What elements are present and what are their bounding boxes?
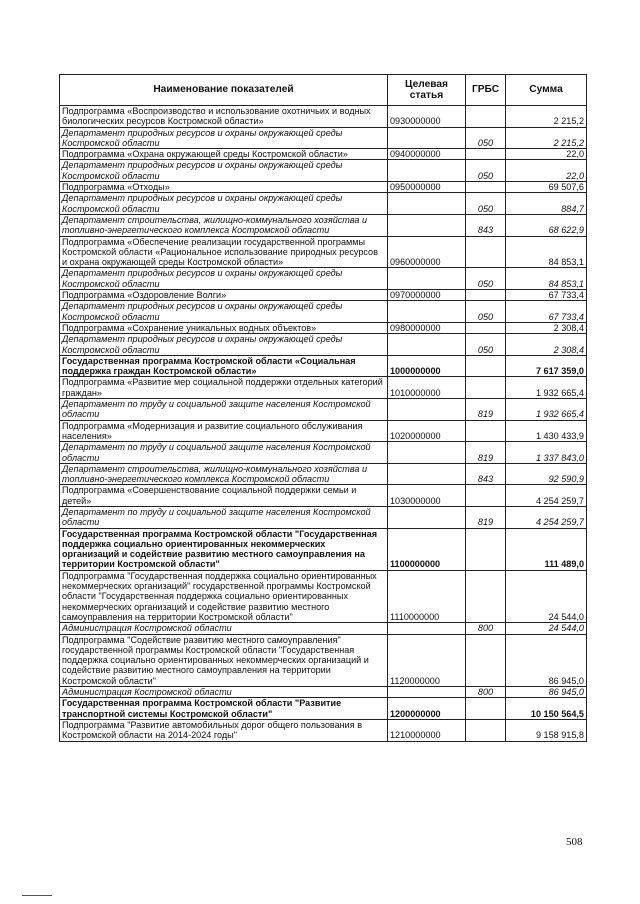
- header-name: Наименование показателей: [60, 75, 388, 106]
- cell-sum: 84 853,1: [506, 268, 587, 290]
- cell-code: 1030000000: [388, 485, 466, 507]
- table-row: [60, 420, 587, 442]
- cell-code: [388, 506, 466, 528]
- cell-sum: 69 507,6: [506, 182, 587, 193]
- cell-sum: 10 150 564,5: [506, 698, 587, 720]
- table-row: [60, 687, 587, 698]
- cell-grbs: [466, 719, 506, 741]
- cell-name: Департамент природных ресурсов и охраны окружающей среды Костромской области: [60, 193, 388, 215]
- cell-name: Подпрограмма «Сохранение уникальных водных объектов»: [60, 322, 388, 333]
- cell-code: [388, 463, 466, 485]
- cell-sum: 24 544,0: [506, 570, 587, 622]
- cell-grbs: 843: [466, 214, 506, 236]
- table-row: [60, 698, 587, 720]
- cell-sum: 2 308,4: [506, 322, 587, 333]
- table-row: [60, 377, 587, 399]
- cell-name: Департамент природных ресурсов и охраны окружающей среды Костромской области: [60, 301, 388, 323]
- table-row: [60, 399, 587, 421]
- cell-code: 0960000000: [388, 236, 466, 268]
- cell-name: Департамент по труду и социальной защите населения Костромской области: [60, 399, 388, 421]
- cell-code: [388, 214, 466, 236]
- cell-sum: 24 544,0: [506, 623, 587, 634]
- header-grbs: ГРБС: [466, 75, 506, 106]
- cell-name: Государственная программа Костромской области «Социальная поддержка граждан Костромской области»: [60, 355, 388, 377]
- cell-sum: 4 254 259,7: [506, 506, 587, 528]
- cell-grbs: [466, 698, 506, 720]
- cell-sum: 4 254 259,7: [506, 485, 587, 507]
- cell-sum: 2 215,2: [506, 106, 587, 128]
- cell-code: 1120000000: [388, 634, 466, 686]
- cell-sum: 111 489,0: [506, 528, 587, 570]
- cell-grbs: [466, 106, 506, 128]
- cell-sum: 1 932 665,4: [506, 399, 587, 421]
- cell-name: Подпрограмма «Отходы»: [60, 182, 388, 193]
- table-body: [60, 106, 587, 742]
- cell-grbs: [466, 420, 506, 442]
- cell-code: 1020000000: [388, 420, 466, 442]
- cell-code: 1200000000: [388, 698, 466, 720]
- cell-sum: 22,0: [506, 149, 587, 160]
- cell-sum: 92 590,9: [506, 463, 587, 485]
- table-row: [60, 623, 587, 634]
- cell-grbs: 800: [466, 623, 506, 634]
- cell-sum: 84 853,1: [506, 236, 587, 268]
- cell-code: [388, 268, 466, 290]
- cell-code: [388, 399, 466, 421]
- cell-sum: 67 733,4: [506, 301, 587, 323]
- table-row: [60, 634, 587, 686]
- cell-name: Подпрограмма «Оздоровление Волги»: [60, 290, 388, 301]
- cell-code: [388, 127, 466, 149]
- cell-sum: 1 337 843,0: [506, 442, 587, 464]
- cell-code: [388, 687, 466, 698]
- table-row: [60, 528, 587, 570]
- cell-name: Департамент строительства, жилищно-коммунального хозяйства и топливно-энергетического комплекса Костромской области: [60, 214, 388, 236]
- cell-grbs: [466, 182, 506, 193]
- cell-grbs: 819: [466, 399, 506, 421]
- cell-grbs: [466, 355, 506, 377]
- table-row: [60, 570, 587, 622]
- cell-code: 0940000000: [388, 149, 466, 160]
- cell-code: 1000000000: [388, 355, 466, 377]
- cell-sum: 7 617 359,0: [506, 355, 587, 377]
- table-row: [60, 355, 587, 377]
- cell-code: [388, 301, 466, 323]
- cell-code: [388, 160, 466, 182]
- cell-code: 0930000000: [388, 106, 466, 128]
- cell-grbs: 050: [466, 334, 506, 356]
- cell-name: Департамент природных ресурсов и охраны окружающей среды Костромской области: [60, 160, 388, 182]
- table-row: [60, 301, 587, 323]
- table-row: [60, 149, 587, 160]
- cell-name: Подпрограмма «Обеспечение реализации государственной программы Костромской области «Рациональное использование природных ресурсов и охрана окружающей среды Костромской области»: [60, 236, 388, 268]
- cell-code: [388, 334, 466, 356]
- table-row: [60, 182, 587, 193]
- cell-name: Департамент строительства, жилищно-коммунального хозяйства и топливно-энергетического комплекса Костромской области: [60, 463, 388, 485]
- cell-grbs: 843: [466, 463, 506, 485]
- table-row: [60, 127, 587, 149]
- cell-grbs: [466, 570, 506, 622]
- cell-name: Департамент по труду и социальной защите населения Костромской области: [60, 506, 388, 528]
- cell-sum: 9 158 915,8: [506, 719, 587, 741]
- cell-grbs: 819: [466, 442, 506, 464]
- table-row: [60, 719, 587, 741]
- table-row: [60, 290, 587, 301]
- cell-name: Подпрограмма "Государственная поддержка социально ориентированных некоммерческих организаций" государственной программы Костромской области "Государственная поддержка социально ориентированных некоммерческих организаций и содействие развитию местного самоуправления на территории Костромской области": [60, 570, 388, 622]
- table-header-row: [60, 75, 587, 106]
- cell-grbs: 050: [466, 268, 506, 290]
- cell-name: Подпрограмма «Совершенствование социальной поддержки семьи и детей»: [60, 485, 388, 507]
- cell-code: [388, 193, 466, 215]
- header-sum: Сумма: [506, 75, 587, 106]
- cell-grbs: 050: [466, 193, 506, 215]
- table-row: [60, 334, 587, 356]
- cell-sum: 67 733,4: [506, 290, 587, 301]
- cell-code: 0970000000: [388, 290, 466, 301]
- table-row: [60, 463, 587, 485]
- cell-code: 1100000000: [388, 528, 466, 570]
- cell-name: Подпрограмма «Развитие мер социальной поддержки отдельных категорий граждан»: [60, 377, 388, 399]
- cell-name: Департамент природных ресурсов и охраны окружающей среды Костромской области: [60, 268, 388, 290]
- table-row: [60, 214, 587, 236]
- cell-name: Департамент природных ресурсов и охраны окружающей среды Костромской области: [60, 334, 388, 356]
- cell-grbs: 050: [466, 160, 506, 182]
- cell-name: Подпрограмма «Воспроизводство и использование охотничьих и водных биологических ресурсов Костромской области»: [60, 106, 388, 128]
- cell-sum: 86 945,0: [506, 687, 587, 698]
- cell-grbs: 800: [466, 687, 506, 698]
- table-row: [60, 193, 587, 215]
- cell-code: 1210000000: [388, 719, 466, 741]
- cell-sum: 1 932 665,4: [506, 377, 587, 399]
- cell-code: [388, 442, 466, 464]
- cell-name: Администрация Костромской области: [60, 623, 388, 634]
- budget-table: [59, 74, 587, 742]
- cell-grbs: [466, 485, 506, 507]
- footer-divider: [22, 895, 52, 896]
- table-row: [60, 106, 587, 128]
- table-row: [60, 268, 587, 290]
- cell-sum: 2 308,4: [506, 334, 587, 356]
- table-row: [60, 160, 587, 182]
- cell-sum: 1 430 433,9: [506, 420, 587, 442]
- cell-name: Подпрограмма «Охрана окружающей среды Костромской области»: [60, 149, 388, 160]
- cell-name: Государственная программа Костромской области "Государственная поддержка социально ориентированных некоммерческих организаций и содействие развитию местного самоуправления на территории Костромской области": [60, 528, 388, 570]
- header-code: Целевая статья: [388, 75, 466, 106]
- cell-grbs: 050: [466, 301, 506, 323]
- cell-sum: 86 945,0: [506, 634, 587, 686]
- table-row: [60, 236, 587, 268]
- cell-grbs: [466, 377, 506, 399]
- cell-grbs: [466, 634, 506, 686]
- cell-grbs: [466, 322, 506, 333]
- cell-sum: 884,7: [506, 193, 587, 215]
- page-number: 508: [566, 836, 583, 848]
- cell-name: Подпрограмма "Содействие развитию местного самоуправления" государственной программы Костромской области "Государственная поддержка социально ориентированных некоммерческих организаций и содействие развитию местного самоуправления на территории Костромской области": [60, 634, 388, 686]
- cell-sum: 22,0: [506, 160, 587, 182]
- cell-grbs: 050: [466, 127, 506, 149]
- cell-code: [388, 623, 466, 634]
- cell-sum: 2 215,2: [506, 127, 587, 149]
- cell-grbs: [466, 236, 506, 268]
- table-row: [60, 442, 587, 464]
- cell-code: 1110000000: [388, 570, 466, 622]
- table-row: [60, 485, 587, 507]
- table-row: [60, 506, 587, 528]
- cell-name: Администрация Костромской области: [60, 687, 388, 698]
- cell-code: 1010000000: [388, 377, 466, 399]
- cell-name: Подпрограмма "Развитие автомобильных дорог общего пользования в Костромской области на 2014-2024 годы": [60, 719, 388, 741]
- cell-sum: 68 622,9: [506, 214, 587, 236]
- cell-name: Государственная программа Костромской области "Развитие транспортной системы Костромской области": [60, 698, 388, 720]
- cell-grbs: [466, 290, 506, 301]
- cell-name: Департамент природных ресурсов и охраны окружающей среды Костромской области: [60, 127, 388, 149]
- cell-code: 0950000000: [388, 182, 466, 193]
- cell-name: Департамент по труду и социальной защите населения Костромской области: [60, 442, 388, 464]
- cell-name: Подпрограмма «Модернизация и развитие социального обслуживания населения»: [60, 420, 388, 442]
- cell-grbs: 819: [466, 506, 506, 528]
- cell-grbs: [466, 149, 506, 160]
- cell-grbs: [466, 528, 506, 570]
- cell-code: 0980000000: [388, 322, 466, 333]
- table-row: [60, 322, 587, 333]
